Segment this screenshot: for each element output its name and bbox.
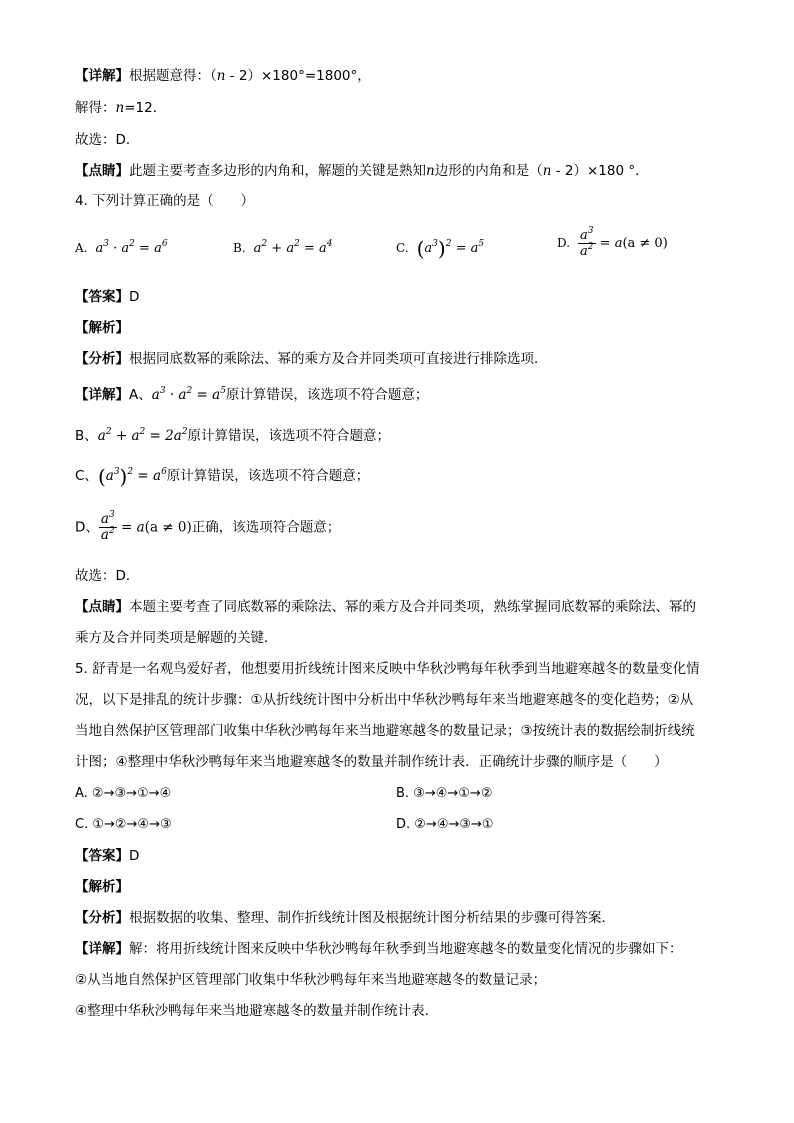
q4-tip-line-1: 【点睛】本题主要考查了同底数幂的乘除法、幂的乘方及合并同类项，熟练掌握同底数幂的乘除法、幂的	[75, 599, 696, 615]
q4-tip-line-2: 乘方及合并同类项是解题的关键．	[75, 630, 278, 646]
detail-d-fraction: $\frac{a^3}{a^2}$	[100, 509, 115, 543]
option-letter: C.	[396, 241, 409, 255]
q5-stem-line-2: 况，以下是排乱的统计步骤：①从折线统计图中分析出中华秋沙鸭每年来当地避寒越冬的变化趋势；②从	[75, 692, 694, 708]
q4-analysis-tag: 【解析】	[75, 320, 129, 336]
q4-detail-c: C、$(a^3)^2 = a^6$原计算错误，该选项不符合题意；	[75, 464, 370, 489]
q4-detail-d: D、 $\frac{a^3}{a^2}$ = a(a ≠ 0)正确，该选项符合题意；	[75, 509, 341, 543]
q4-option-c	[396, 238, 484, 259]
q4-option-b	[233, 238, 332, 259]
q5-analysis-tag: 【解析】	[75, 879, 129, 895]
text-segment: 根据题意得：（	[129, 68, 217, 84]
option-c-expression: $(a^3)^2 = a^5$	[416, 236, 485, 261]
q4-detail-b: B、$a^2 + a^2 = 2a^2$原计算错误，该选项不符合题意；	[75, 426, 391, 444]
detail-line-1	[75, 66, 371, 86]
option-letter: B.	[233, 241, 246, 255]
detail-tag: 【详解】	[75, 68, 129, 84]
q4-answer-line	[75, 287, 139, 307]
q5-step-2: ②从当地自然保护区管理部门收集中华秋沙鸭每年来当地避寒越冬的数量记录；	[75, 972, 547, 988]
text-segment: =12．	[124, 100, 167, 116]
variable-n: n	[542, 163, 552, 179]
analysis-tag: 【分析】	[75, 351, 129, 367]
text-segment: 边形的内角和是（	[434, 163, 543, 179]
solution-line	[75, 98, 166, 118]
q5-fenxi-line: 【分析】根据数据的收集、整理、制作折线统计图及根据统计图分析结果的步骤可得答案．	[75, 910, 615, 926]
q5-option-b: B. ③→④→①→②	[396, 786, 493, 801]
option-a-expression: $a^3 \cdot a^2 = a^6$	[95, 238, 168, 256]
q5-option-a: A. ②→③→①→④	[75, 786, 172, 801]
variable-n: n	[115, 100, 125, 116]
text-segment: 此题主要考查多边形的内角和，解题的关键是熟知	[129, 163, 426, 179]
q4-option-d: D. $\frac{a^3}{a^2}$ = a(a ≠ 0)	[557, 225, 668, 259]
text-segment: - 2）×180°=1800°，	[225, 68, 371, 84]
option-b-expression: $a^2 + a^2 = a^4$	[253, 238, 333, 256]
option-letter: D.	[557, 236, 571, 250]
q5-step-4: ④整理中华秋沙鸭每年来当地避寒越冬的数量并制作统计表．	[75, 1003, 439, 1019]
variable-n: n	[216, 68, 226, 84]
option-letter: A.	[75, 241, 88, 255]
tip-tag: 【点睛】	[75, 163, 129, 179]
q5-option-c: C. ①→②→④→③	[75, 817, 172, 832]
q5-stem-line-3: 当地自然保护区管理部门收集中华秋沙鸭每年来当地避寒越冬的数量记录；③按统计表的数据绘制折线统	[75, 723, 695, 739]
option-d-fraction: $\frac{a^3}{a^2}$	[580, 225, 594, 259]
text-segment: 根据同底数幂的乘除法、幂的乘方及合并同类项可直接进行排除选项．	[129, 351, 548, 367]
tip-line	[75, 161, 649, 181]
choice-line: 故选：D．	[75, 132, 140, 148]
q5-detail-line: 【详解】解：将用折线统计图来反映中华秋沙鸭每年秋季到当地避寒越冬的数量变化情况的步骤如下：	[75, 941, 683, 957]
answer-value: D	[129, 289, 140, 305]
answer-tag: 【答案】	[75, 289, 129, 305]
q5-option-d: D. ②→④→③→①	[396, 817, 494, 832]
q4-detail-a: 【详解】A、$a^3 \cdot a^2 = a^5$原计算错误，该选项不符合题意；	[75, 385, 429, 403]
variable-n: n	[426, 163, 435, 179]
text-segment: 解得：	[75, 100, 116, 116]
question-4-stem: 4. 下列计算正确的是（ ）	[75, 193, 255, 209]
q4-fenxi-line	[75, 349, 548, 369]
q5-stem-line-4: 计图；④整理中华秋沙鸭每年来当地避寒越冬的数量并制作统计表．正确统计步骤的顺序是（ ）	[75, 754, 668, 770]
q4-option-a	[75, 238, 168, 259]
text-segment: - 2）×180 °．	[551, 163, 649, 179]
q5-answer-line: 【答案】D	[75, 848, 140, 864]
q5-stem-line-1: 5. 舒青是一名观鸟爱好者，他想要用折线统计图来反映中华秋沙鸭每年秋季到当地避寒越冬的数量变化情	[75, 661, 700, 677]
q4-choice-line: 故选：D．	[75, 568, 140, 584]
